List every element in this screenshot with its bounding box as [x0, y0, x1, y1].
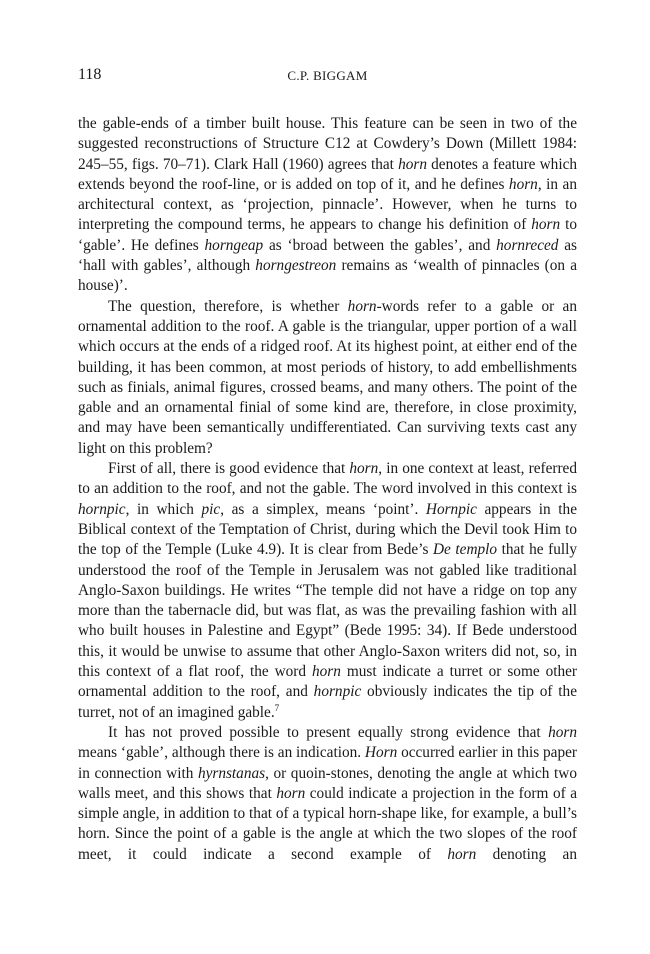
italic-term: hornreced [496, 236, 559, 254]
italic-term: horn [548, 723, 577, 741]
text-run: to ‘gable’. He defines [78, 216, 577, 254]
paragraph [78, 723, 577, 865]
text-run: as ‘hall with gables’, although [78, 236, 577, 275]
italic-term: hornpic [313, 683, 362, 701]
text-run: denoting an [476, 845, 577, 863]
text-run: First of all, there is good evidence that [108, 460, 350, 478]
italic-term: horn [398, 155, 427, 173]
italic-term: horngestreon [255, 257, 337, 275]
running-head [78, 66, 577, 88]
text-run: denotes a feature which extends beyond the roof-line, or is added on top of it, and he defines [78, 155, 578, 193]
italic-term: hornpic [78, 500, 126, 518]
italic-term: pic [201, 500, 221, 518]
text-run: that he fully understood the roof of the Temple in Jerusalem was not gabled like traditional Anglo-Saxon buildings. He writes “The temple did not have a ridge on top any more than the tabernacle did, but was flat, as was the prevailing fashion with all who built houses in Palestine and Egypt” (Bede 1995: 34). If Bede understood this, it would be unwise to assume that other Anglo-Saxon writers did not, so, in this context of a flat roof, the word [78, 541, 578, 681]
body-text [78, 114, 577, 865]
italic-term: horn [508, 175, 538, 193]
italic-term: Hornpic [425, 500, 477, 518]
italic-term: horn [311, 663, 341, 681]
footnote-marker: 7 [274, 702, 280, 713]
text-run: could indicate a projection in the form of a simple angle, in addition to that of a typical horn-shape like, for example, a bull’s horn. Since the point of a gable is the angle at which the two slopes of the roof meet, it could indicate a second example of [78, 784, 577, 863]
text-run: , in which [125, 500, 202, 518]
page-number: 118 [78, 66, 102, 83]
text-run: , in an architectural context, as ‘projection, pinnacle’. However, when he turns to interpreting the compound terms, he appears to change his definition of [78, 175, 577, 234]
paragraph [78, 297, 577, 459]
italic-term: horn [447, 845, 477, 863]
text-run: as ‘broad between the gables’, and [263, 236, 497, 254]
italic-term: Horn [364, 744, 398, 762]
text-run: , in one context at least, referred to an addition to the roof, and not the gable. The word involved in this context is [78, 460, 577, 498]
text-run: , or quoin-stones, denoting the angle at which two walls meet, and this shows that [78, 764, 577, 802]
italic-term: horn [347, 297, 377, 315]
text-run: The question, therefore, is whether [108, 297, 348, 315]
paragraph [78, 459, 577, 723]
italic-term: horn [276, 784, 306, 802]
text-run: must indicate a turret or some other ornamental addition to the roof, and [78, 663, 577, 701]
text-run: means ‘gable’, although there is an indication. [78, 744, 365, 762]
running-head-author: C.P. BIGGAM [287, 68, 368, 83]
text-run: appears in the Biblical context of the Temptation of Christ, during which the Devil took Him to the top of the Temple (Luke 4.9). It is clear from Bede’s [78, 500, 577, 559]
text-run: obviously indicates the tip of the turret, not of an imagined gable. [78, 683, 577, 721]
italic-term: horn [531, 216, 561, 234]
italic-term: hyrnstanas [197, 764, 266, 782]
text-run: It has not proved possible to present equally strong evidence that [108, 723, 549, 741]
text-run: the gable-ends of a timber built house. This feature can be seen in two of the suggested reconstructions of Structure C12 at Cowdery’s Down (Millett 1984: 245–55, figs. 70–71). Clark Hall (1960) agrees that [78, 115, 577, 173]
text-run: -words refer to a gable or an ornamental addition to the roof. A gable is the triangular, upper portion of a wall which occurs at the ends of a ridged roof. At its highest point, at either end of the building, it has been common, at most periods of history, to add embellishments such as finials, animal figures, crossed beams, and many others. The point of the gable and an ornamental finial of some kind are, therefore, in close proximity, and may have been semantically undifferentiated. Can surviving texts cast any light on this problem? [78, 297, 577, 457]
text-run: remains as ‘wealth of pinnacles (on a house)’. [78, 257, 577, 295]
paragraph [78, 114, 577, 297]
italic-term: horn [349, 460, 379, 478]
italic-term: horngeap [204, 236, 264, 254]
italic-term: De templo [433, 541, 498, 559]
text-run: , as a simplex, means ‘point’. [220, 500, 426, 518]
text-run: occurred earlier in this paper in connection with [78, 744, 577, 782]
